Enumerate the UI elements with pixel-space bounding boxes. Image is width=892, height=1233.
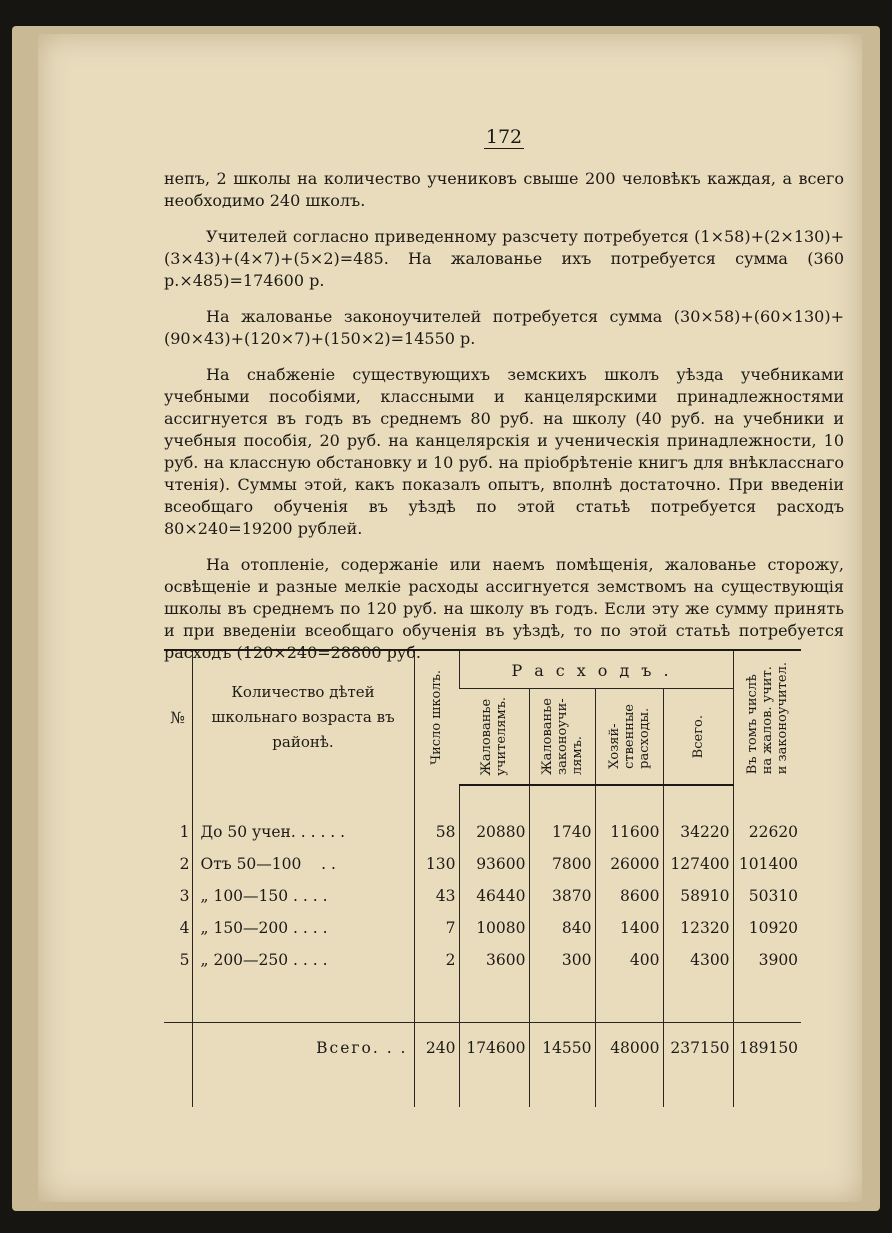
col-included-header: Въ томъ числѣ на жалов. учит. и законоучител.: [733, 650, 801, 785]
col-number-header: №: [170, 708, 186, 727]
paragraph-3: На жалованье законоучителей потребуется сумма (30×58)+(60×130)+(90×43)+(120×7)+(150×2)=14550 р.: [164, 307, 844, 348]
table-spacer-row: [164, 785, 801, 816]
table-gap-row: [164, 976, 801, 1023]
paragraph-2: Учителей согласно приведенному разсчету потребуется (1×58)+(2×130)+(3×43)+(4×7)+(5×2)=485. На жалованье ихъ потребуется сумма (360 р.×485)=174600 р.: [164, 227, 844, 290]
page-content: [164, 126, 844, 1057]
col-schools-header: Число школъ.: [414, 650, 459, 785]
book-page: [38, 34, 862, 1202]
table-row: 2 Отъ 50—100 . . 130 93600 7800 26000 127400 101400: [164, 848, 801, 880]
col-law-teachers-header: Жалованье законоучи- лямъ.: [529, 689, 595, 785]
table-end-row: [164, 1073, 801, 1107]
expense-table: [164, 649, 801, 1107]
expenses-group-header: Расходъ.: [459, 650, 733, 689]
col-total-header: Всего.: [663, 689, 733, 785]
table-row: 4 „ 150—200 . . . . 7 10080 840 1400 12320 10920: [164, 912, 801, 944]
paragraph-4: На снабженіе существующихъ земскихъ школъ уѣзда учебниками учебными пособіями, классными и канцелярскими принадлежностями ассигнуется въ годъ въ среднемъ 80 руб. на школу (40 руб. на учебники и учебныя пособія, 20 руб. на канцелярскія и ученическія принадлежности, 10 руб. на классную обстановку и 10 руб. на пріобрѣтеніе книгъ для внѣкласснаго чтенія). Суммы этой, какъ показалъ опытъ, вполнѣ достаточно. При введеніи всеобщаго обученія въ уѣздѣ по этой статьѣ потребуется расходъ 80×240=19200 рублей.: [164, 365, 844, 538]
col-household-header: Хозяй- ственные расходы.: [595, 689, 663, 785]
page-number: 172: [485, 126, 523, 148]
table-row: 5 „ 200—250 . . . . 2 3600 300 400 4300 3900: [164, 944, 801, 976]
col-teachers-header: Жалованье учителямъ.: [459, 689, 529, 785]
col-children-header: Количество дѣтей школьнаго возраста въ районѣ.: [192, 650, 414, 785]
table-row: 1 До 50 учен. . . . . . 58 20880 1740 11600 34220 22620: [164, 816, 801, 848]
table-row: 3 „ 100—150 . . . . 43 46440 3870 8600 58910 50310: [164, 880, 801, 912]
paragraph-5: На отопленіе, содержаніе или наемъ помѣщенія, жалованье сторожу, освѣщеніе и разные мелкіе расходы ассигнуется земствомъ на существующія школы въ среднемъ по 120 руб. на школу въ годъ. Если эту же сумму принять и при введеніи всеобщаго обученія въ уѣздѣ, то по этой статьѣ потребуется расходъ (120×240=28800 руб.: [164, 555, 844, 662]
paragraph-1: непъ, 2 школы на количество учениковъ свыше 200 человѣкъ каждая, а всего необходимо 240 школъ.: [164, 169, 844, 210]
table-total-row: Всего. . . 240 174600 14550 48000 237150 189150: [164, 1022, 801, 1073]
